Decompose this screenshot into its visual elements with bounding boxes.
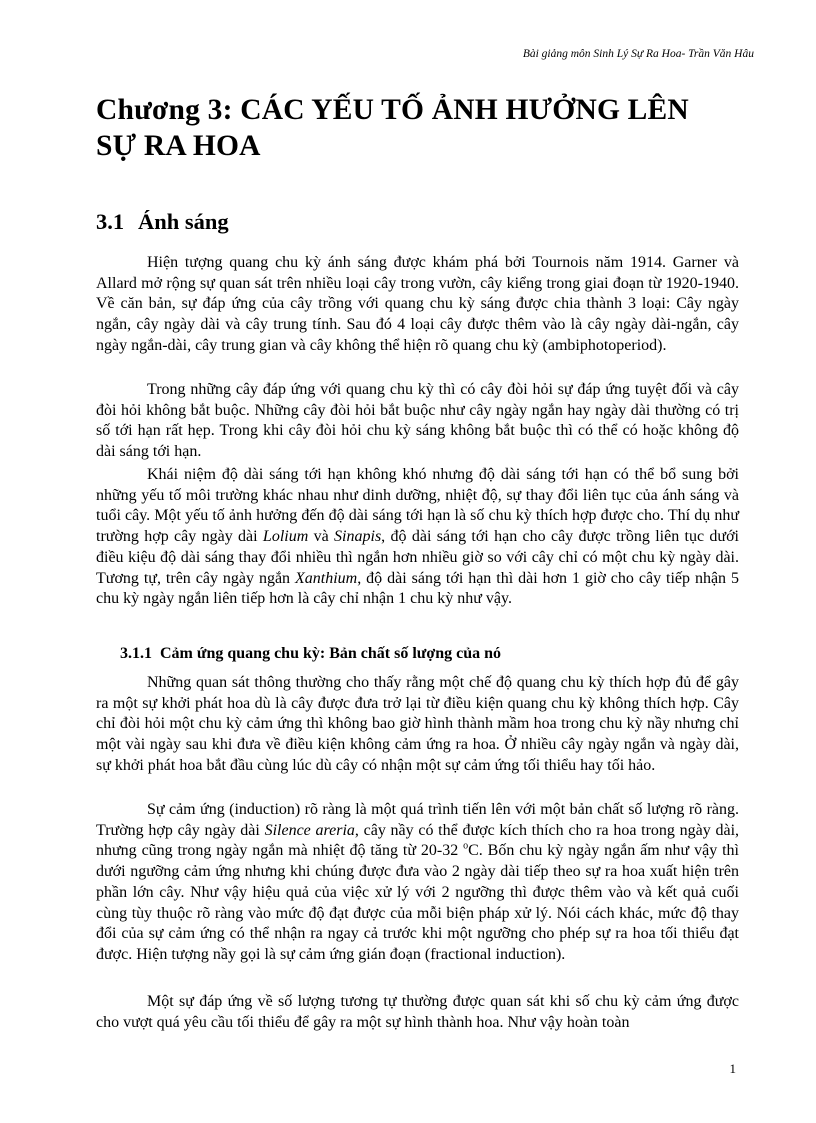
subsection-title: Cảm ứng quang chu kỳ: Bản chất số lượng của nó — [160, 645, 502, 662]
text-run: , độ dài sáng tới hạn cho cây được trồng liên tục dưới điều kiệu độ dài sáng thay đổi nhiều thì ngắn hơn nhiều giờ so với cây chỉ có một chu kỳ ngày dài. Tương tự, trên cây ngày ngắn — [96, 528, 739, 587]
paragraph: Hiện tượng quang chu kỳ ánh sáng được khám phá bởi Tournois năm 1914. Garner và Allard mở rộng sự quan sát trên nhiều loại cây trong vườn, cây kiểng trong giai đoạn từ 1920-1940. Về căn bản, sự đáp ứng của cây trồng với quang chu kỳ sáng được chia thành 3 loại: Cây ngày ngắn, cây ngày dài và cây trung tính. Sau đó 4 loại cây được thêm vào là cây ngày dài-ngắn, cây ngày ngắn-dài, cây trung gian và cây không thể hiện rõ quang chu kỳ (ambiphotoperiod). — [96, 254, 739, 354]
section-title: Ánh sáng — [138, 209, 229, 234]
paragraph: Một sự đáp ứng về số lượng tương tự thường được quan sát khi số chu kỳ cảm ứng được cho vượt quá yêu cầu tối thiểu để gây ra một sự hình thành hoa. Như vậy hoàn toàn — [96, 993, 739, 1031]
text-run: , cây nầy có thể được kích thích cho ra hoa trong ngày dài, nhưng cũng trong ngày ngắn mà nhiệt độ tăng từ 20-32 — [96, 821, 740, 860]
section-heading — [96, 209, 229, 235]
running-header: Bài giảng môn Sinh Lý Sự Ra Hoa- Trần Văn Hâu — [522, 48, 754, 60]
subsection-number: 3.1.1 — [120, 645, 152, 662]
paragraph: Trong những cây đáp ứng với quang chu kỳ thì có cây đòi hỏi sự đáp ứng tuyệt đối và cây đòi hỏi không bắt buộc. Những cây đòi hỏi bắt buộc như cây ngày ngắn hay ngày dài thường có trị số tới hạn rất hẹp. Trong khi cây đòi hỏi chu kỳ sáng không bắt buộc thì có thể có hoặc không độ dài sáng tới hạn. — [96, 381, 739, 461]
text-run: C. Bốn chu kỳ ngày ngắn ấm như vậy thì dưới ngưỡng cảm ứng nhưng khi chúng được đưa vào 2 ngày dài tiếp theo sự ra hoa xuất hiện trên phần lớn cây. Như vậy hiệu quả của việc xử lý với 2 ngưỡng thì được thêm vào và kết quả cuối cùng tùy thuộc rõ ràng vào mức độ đạt được của mỗi biện pháp xử lý. Nói cách khác, mức độ thay đổi của sự cảm ứng có thể nhận ra ngay cả trước khi một ngưỡng cho phép sự ra hoa tối thiểu đạt được. Hiện tượng nầy gọi là sự cảm ứng gián đoạn (fractional induction). — [96, 842, 740, 963]
paragraph — [96, 800, 739, 966]
subsection-heading — [120, 645, 501, 663]
chapter-title: Chương 3: CÁC YẾU TỐ ẢNH HƯỞNG LÊN SỰ RA HOA — [96, 94, 689, 162]
text-run: , độ dài sáng tới hạn thì dài hơn 1 giờ cho cây tiếp nhận 5 chu kỳ ngày ngắn liên tiếp hơn là cây chỉ nhận 1 chu kỳ như vậy. — [96, 569, 740, 608]
paragraph: Những quan sát thông thường cho thấy rằng một chế độ quang chu kỳ thích hợp đủ để gây ra một sự khởi phát hoa dù là cây được đưa trở lại từ điều kiện quang chu kỳ không thích hợp. Cây chỉ đòi hỏi một chu kỳ cảm ứng thì không bao giờ hình thành mầm hoa trong chu kỳ nầy nhưng chỉ một vài ngày sau khi đưa về điều kiện không cảm ứng ra hoa. Ở nhiều cây ngày ngắn và ngày dài, sự khởi phát hoa bắt đầu cùng lúc dù cây có nhận một sự cảm ứng tối thiểu hay tối hảo. — [96, 674, 739, 774]
italic-term: Xanthium — [295, 569, 358, 587]
page-number: 1 — [729, 1061, 736, 1076]
text-run: và — [308, 528, 335, 546]
italic-term: Sinapis — [334, 528, 382, 546]
section-number: 3.1 — [96, 209, 125, 234]
italic-term: Silence areria — [264, 821, 355, 839]
italic-term: Lolium — [262, 528, 309, 546]
text-run: Khái niệm độ dài sáng tới hạn không khó nhưng độ dài sáng tới hạn có thể bổ sung bởi những yếu tố môi trường khác nhau như dinh dưỡng, nhiệt độ, sự thay đổi liên tục của ánh sáng và tuổi cây. Một yếu tố ảnh hưởng đến độ dài sáng tới hạn là số chu kỳ thích hợp được cho. Thí dụ như trường hợp cây ngày dài — [96, 466, 739, 546]
superscript: o — [463, 841, 469, 853]
text-run: Sự cảm ứng (induction) rõ ràng là một quá trình tiến lên với một bản chất số lượng rõ ràng. Trường hợp cây ngày dài — [96, 801, 739, 839]
paragraph — [96, 465, 739, 610]
